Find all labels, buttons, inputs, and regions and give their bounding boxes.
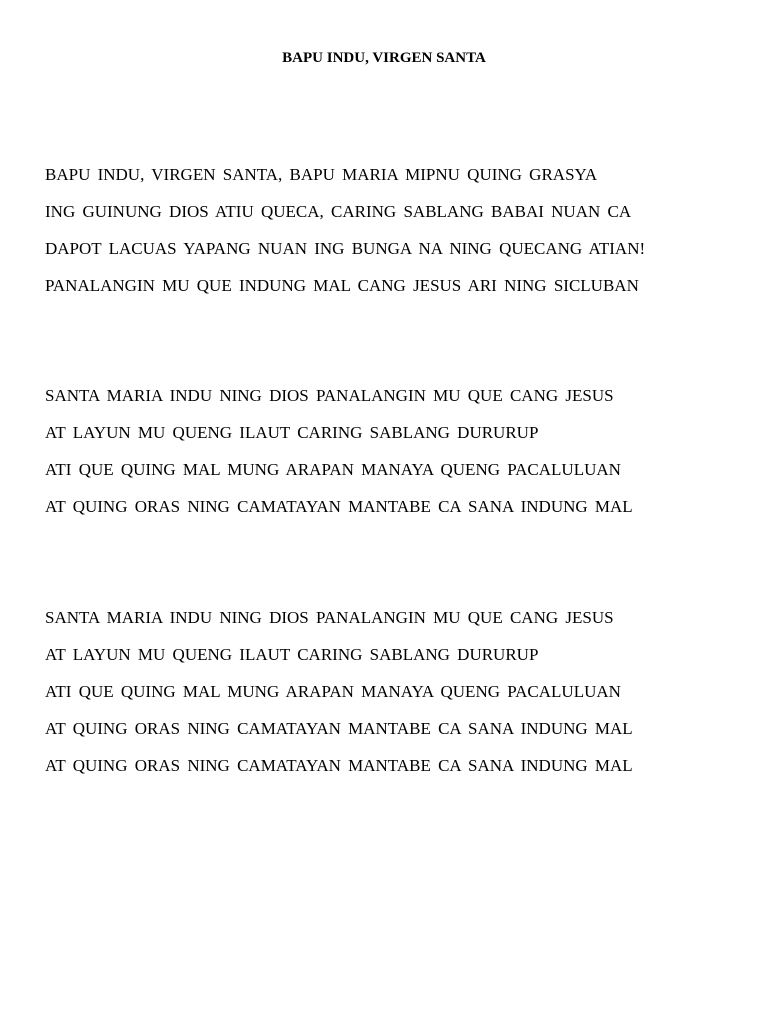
stanza-2-line-1: SANTA MARIA INDU NING DIOS PANALANGIN MU QUE CANG JESUS (45, 386, 614, 405)
stanza-3-line-5: AT QUING ORAS NING CAMATAYAN MANTABE CA SANA INDUNG MAL (45, 756, 633, 775)
stanza-3-line-2: AT LAYUN MU QUENG ILAUT CARING SABLANG DURURUP (45, 645, 539, 664)
document-title: BAPU INDU, VIRGEN SANTA (282, 50, 486, 66)
stanza-3-line-4: AT QUING ORAS NING CAMATAYAN MANTABE CA SANA INDUNG MAL (45, 719, 633, 738)
stanza-2 (45, 377, 745, 525)
stanza-1-line-3: DAPOT LACUAS YAPANG NUAN ING BUNGA NA NING QUECANG ATIAN! (45, 239, 646, 258)
stanza-2-line-4: AT QUING ORAS NING CAMATAYAN MANTABE CA SANA INDUNG MAL (45, 497, 633, 516)
stanza-1-line-2: ING GUINUNG DIOS ATIU QUECA, CARING SABLANG BABAI NUAN CA (45, 202, 632, 221)
stanza-1-line-4: PANALANGIN MU QUE INDUNG MAL CANG JESUS ARI NING SICLUBAN (45, 276, 639, 295)
stanza-3-line-1: SANTA MARIA INDU NING DIOS PANALANGIN MU QUE CANG JESUS (45, 608, 614, 627)
stanza-1 (45, 156, 745, 304)
stanza-1-line-1: BAPU INDU, VIRGEN SANTA, BAPU MARIA MIPNU QUING GRASYA (45, 165, 598, 184)
stanza-2-line-3: ATI QUE QUING MAL MUNG ARAPAN MANAYA QUENG PACALULUAN (45, 460, 621, 479)
stanza-2-line-2: AT LAYUN MU QUENG ILAUT CARING SABLANG DURURUP (45, 423, 539, 442)
stanza-3 (45, 599, 745, 784)
stanza-3-line-3: ATI QUE QUING MAL MUNG ARAPAN MANAYA QUENG PACALULUAN (45, 682, 621, 701)
